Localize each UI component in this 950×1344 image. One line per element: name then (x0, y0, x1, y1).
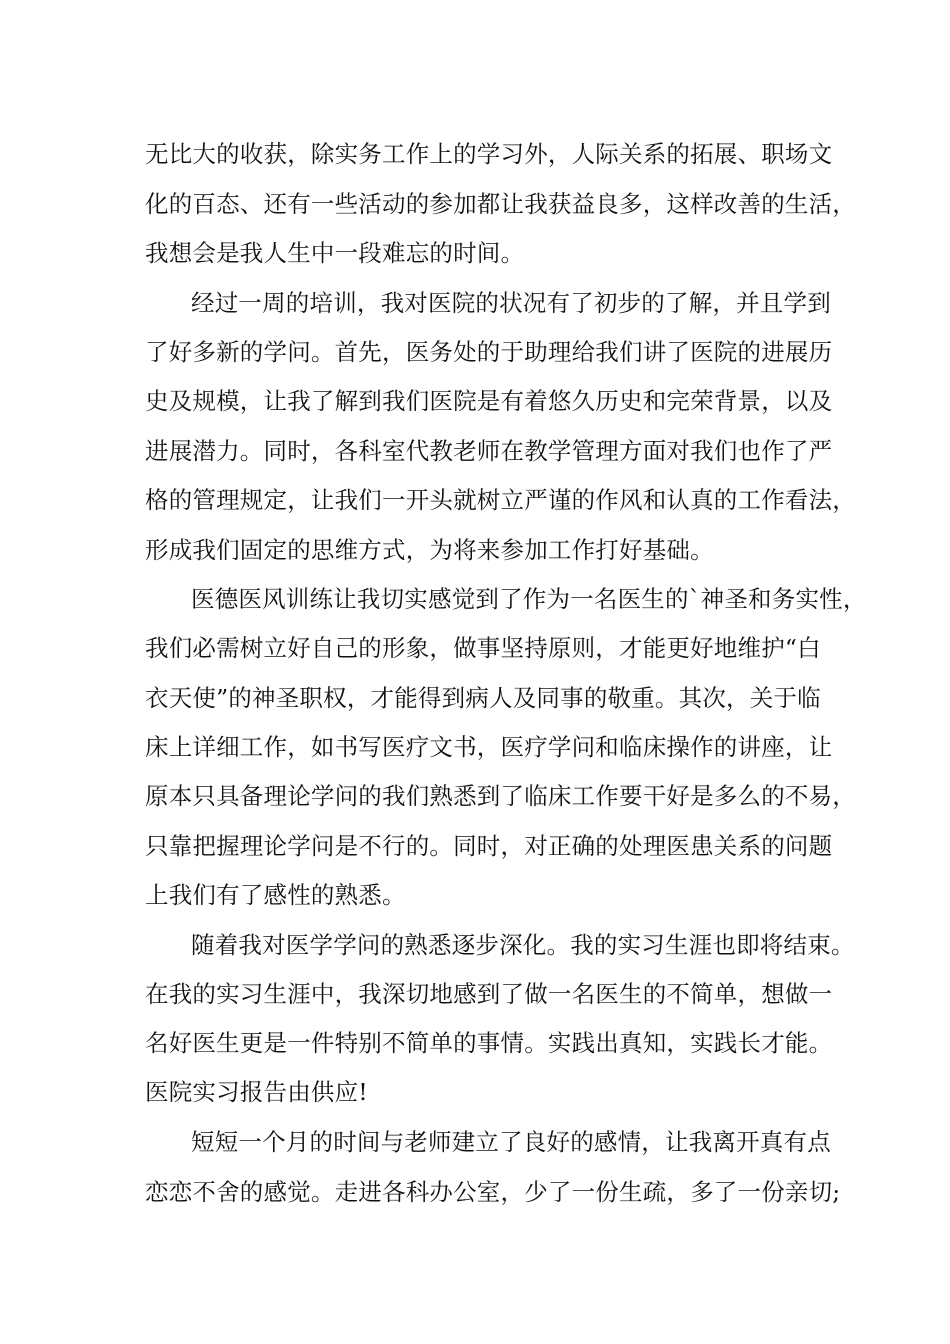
text-line: 上我们有了感性的熟悉。 (145, 881, 406, 909)
text-line: 衣天使”的神圣职权，才能得到病人及同事的敬重。其次，关于临 (145, 684, 821, 712)
text-line: 化的百态、还有一些活动的参加都让我获益良多，这样改善的生活， (145, 190, 856, 218)
text-line: 短短一个月的时间与老师建立了良好的感情，让我离开真有点 (191, 1128, 831, 1156)
text-line: 形成我们固定的思维方式，为将来参加工作打好基础。 (145, 536, 714, 564)
text-line: 格的管理规定，让我们一开头就树立严谨的作风和认真的工作看法， (145, 486, 856, 514)
text-line: 恋恋不舍的感觉。走进各科办公室，少了一份生疏，多了一份亲切; (145, 1178, 841, 1206)
text-line: 原本只具备理论学问的我们熟悉到了临床工作要干好是多么的不易， (145, 782, 856, 810)
text-line: 随着我对医学学问的熟悉逐步深化。我的实习生涯也即将结束。 (191, 931, 855, 959)
text-line: 进展潜力。同时，各科室代教老师在教学管理方面对我们也作了严 (145, 437, 833, 465)
text-line: 我们必需树立好自己的形象，做事坚持原则，才能更好地维护“白 (145, 634, 821, 662)
text-line: 医院实习报告由供应! (145, 1078, 368, 1106)
text-line: 床上详细工作，如书写医疗文书，医疗学问和临床操作的讲座，让 (145, 733, 833, 761)
text-line: 无比大的收获，除实务工作上的学习外，人际关系的拓展、职场文 (145, 140, 833, 168)
text-line: 只靠把握理论学问是不行的。同时，对正确的处理医患关系的问题 (145, 832, 833, 860)
text-line: 我想会是我人生中一段难忘的时间。 (145, 239, 525, 267)
text-line: 史及规模，让我了解到我们医院是有着悠久历史和完荣背景，以及 (145, 387, 833, 415)
text-line: 医德医风训练让我切实感觉到了作为一名医生的`神圣和务实性， (191, 585, 867, 613)
text-line: 名好医生更是一件特别不简单的事情。实践出真知，实践长才能。 (145, 1029, 833, 1057)
text-line: 了好多新的学问。首先，医务处的于助理给我们讲了医院的进展历 (145, 338, 833, 366)
text-line: 在我的实习生涯中，我深切地感到了做一名医生的不简单，想做一 (145, 980, 833, 1008)
text-line: 经过一周的培训，我对医院的状况有了初步的了解，并且学到 (191, 289, 831, 317)
